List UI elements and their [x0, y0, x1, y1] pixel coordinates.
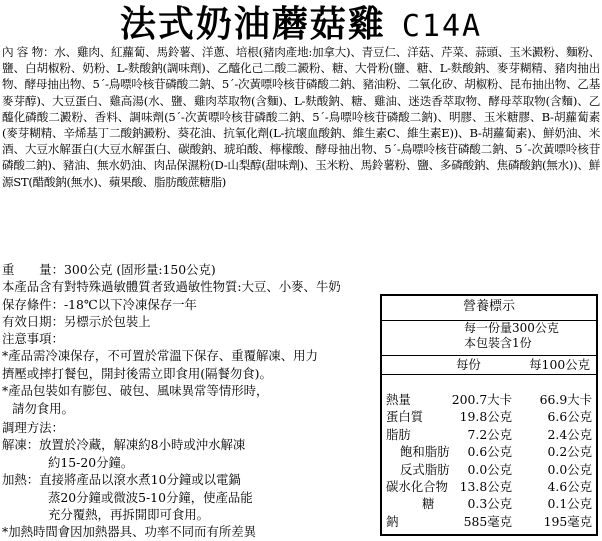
- nutrition-column-headers: [382, 356, 596, 375]
- nutrient-name: 熱量: [386, 392, 411, 407]
- per-serving-value: 13.8公克: [459, 478, 512, 494]
- allergen-row: [2, 278, 341, 295]
- ingredients-text: ：水、雞肉、紅蘿蔔、馬鈴薯、洋蔥、培根(豬肉產地:加拿大)、青豆仁、洋菇、芹菜、蒜頭、玉米澱粉、麵粉、鹽、白胡椒粉、奶粉、L-麩酸鈉(調味劑)、乙醯化己二酸二澱粉、糖、大骨粉(鹽、糖、L-麩酸鈉、麥芽糊精、豬肉抽出物、酵母抽出物、5´-鳥嘌呤核苷磷酸二鈉、5´-次黃嘌呤核苷磷酸二鈉、豬油粉、二氧化矽、胡椒粉、昆布抽出物、乙基麥芽醇)、大豆蛋白、雞高湯(水、鹽、雞肉萃取物(含麵)、L-麩酸鈉、糖、雞油、迷迭香萃取物、酵母萃取物(含麵)、乙醯化磷酸二澱粉、香料、調味劑(5´-次黃嘌呤核苷磷酸二鈉、5´-鳥嘌呤核苷磷酸二鈉)、明膠、玉米糖膠、B-胡蘿蔔素(麥芽糊精、辛烯基丁二酸鈉澱粉、葵花油、抗氧化劑(L-抗壞血酸鈉、維生素C、維生素E))、B-胡蘿蔔素)、鮮奶油、米酒、大豆水解蛋白(大豆水解蛋白、碳酸鈉、琥珀酸、檸檬酸、酵母抽出物、5´-鳥嘌呤核苷磷酸二鈉、5´-次黃嘌呤核苷磷酸二鈉)、豬油、無水奶油、肉品保濕粉(D-山梨醇(甜味劑)、玉米粉、馬鈴薯粉、鹽、多磷酸鈉、焦磷酸鈉(無水))、鮮源ST(醋酸鈉(無水)、蘋果酸、脂肪酸蔗糖脂): [2, 45, 600, 189]
- nutrient-name: 脂肪: [386, 426, 411, 442]
- per-100g-value: 195毫克: [543, 513, 592, 529]
- per-100g-value: 0.2公克: [547, 444, 592, 460]
- per-100g-value: 66.9大卡: [539, 392, 592, 407]
- per-100g-value: 6.6公克: [547, 409, 592, 425]
- servings-per-pack: 本包裝含1份: [464, 336, 532, 350]
- nutrition-serving: [382, 321, 596, 356]
- nutrition-rows: [382, 375, 596, 530]
- per-serving-value: 585毫克: [463, 513, 512, 529]
- notes-line: 請勿食用。: [12, 400, 74, 416]
- nutrient-name: 碳水化合物: [386, 478, 448, 494]
- expiry-row: [2, 313, 151, 330]
- storage-row: [2, 296, 197, 313]
- per-serving-value: 0.6公克: [467, 444, 512, 460]
- heat-label: 加熱：: [2, 472, 40, 488]
- per-serving-value: 7.2公克: [467, 426, 512, 442]
- instructions-column: [2, 330, 382, 541]
- per-serving-value: 200.7大卡: [451, 392, 512, 407]
- cooking-footnote: *加熱時間會因加熱器具、功率不同而有所差異: [2, 524, 257, 540]
- nutrition-row: [382, 495, 596, 512]
- product-code: C14A: [401, 9, 483, 44]
- nutrition-row: [382, 461, 596, 478]
- per-100g-value: 0.0公克: [547, 461, 592, 477]
- ingredients-label: 內 容 物: [2, 45, 43, 59]
- product-name: 法式奶油蘑菇雞: [119, 3, 386, 45]
- allergen-text: 本產品含有對特殊過敏體質者致過敏性物質:大豆、小麥、牛奶: [2, 279, 341, 294]
- cooking-label: 調理方法：: [2, 420, 64, 436]
- product-title: [0, 4, 602, 44]
- nutrient-name: 鈉: [386, 513, 399, 529]
- notes-line: *產品需冷凍保存，不可置於常溫下保存、重覆解凍、用力: [2, 348, 318, 364]
- weight-row: [2, 261, 216, 278]
- nutrient-name: 反式脂肪: [400, 461, 450, 477]
- nutrient-name: 蛋白質: [386, 409, 424, 425]
- per-100g-value: 4.6公克: [547, 478, 592, 494]
- serving-size: 每一份量300公克: [464, 321, 559, 335]
- per-serving-value: 19.8公克: [459, 409, 512, 425]
- nutrient-name: 飽和脂肪: [400, 444, 450, 460]
- nutrition-row: [382, 391, 596, 408]
- heat-line-3: 充分覆熱，再拆開即可食用。: [48, 507, 210, 523]
- per-serving-value: 0.0公克: [467, 461, 512, 477]
- thaw-line-1: 解凍：放置於冷藏，解凍約8小時或沖水解凍: [2, 437, 246, 453]
- storage-label: 保存條件: [2, 297, 52, 312]
- heat-line-1: 加熱：直接將產品以滾水煮10分鐘或以電鍋: [2, 472, 241, 488]
- weight-value: ：300公克 (固形量:150公克): [51, 262, 216, 277]
- nutrition-row: [382, 443, 596, 460]
- nutrition-table: [380, 294, 598, 536]
- expiry-value: ：另標示於包裝上: [51, 314, 151, 329]
- thaw-label: 解凍：: [2, 437, 40, 453]
- nutrition-row: [382, 426, 596, 443]
- nutrient-name: 糖: [422, 496, 435, 512]
- storage-value: ：-18℃以下冷凍保存一年: [51, 297, 197, 312]
- nutrition-row: [382, 513, 596, 530]
- expiry-label: 有效日期: [2, 314, 52, 329]
- notes-line: *產品包裝如有膨包、破包、風味異常等情形時，: [2, 383, 269, 399]
- thaw-line-2: 約15-20分鐘。: [48, 454, 134, 470]
- per-100g-value: 2.4公克: [547, 426, 592, 442]
- col-per-100g: 每100公克: [529, 357, 590, 372]
- per-100g-value: 0.1公克: [547, 496, 592, 512]
- nutrition-title: 營養標示: [382, 296, 596, 321]
- nutrition-row: [382, 408, 596, 425]
- per-serving-value: 0.3公克: [467, 496, 512, 512]
- col-per-serving: 每份: [456, 357, 481, 372]
- weight-label: 重 量: [2, 262, 52, 277]
- heat-line-2: 蒸20分鐘或微波5-10分鐘，使產品能: [48, 489, 253, 505]
- nutrition-row: [382, 478, 596, 495]
- ingredients-block: [2, 44, 600, 190]
- notes-label: 注意事項：: [2, 331, 64, 346]
- notes-line: 擠壓或摔打餐包，開封後需立即食用(隔餐勿食)。: [2, 365, 272, 381]
